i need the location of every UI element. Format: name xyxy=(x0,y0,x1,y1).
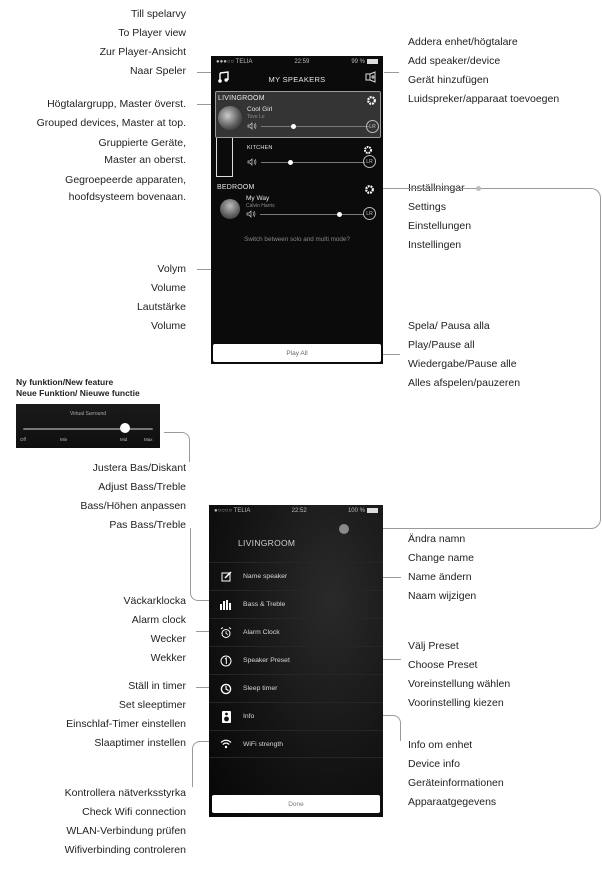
volume-slider[interactable] xyxy=(261,162,365,163)
connector-line xyxy=(384,72,399,73)
battery-icon xyxy=(367,508,378,513)
annotation-preset xyxy=(408,637,510,713)
annotation-grouped-devices xyxy=(37,95,186,207)
annotation-text: Set sleeptimer xyxy=(118,699,186,711)
annotation-text: Gegroepeerde apparaten, xyxy=(65,174,186,186)
virtual-surround-slider[interactable] xyxy=(23,428,153,430)
track-title: Cool Girl xyxy=(247,106,273,113)
speaker-volume-icon xyxy=(247,117,257,135)
annotation-text: Alles afspelen/pauzeren xyxy=(408,377,521,389)
annotation-play-pause-all xyxy=(408,317,520,393)
channel-lr-button[interactable]: LR xyxy=(366,120,379,133)
gear-icon[interactable] xyxy=(366,93,377,111)
play-all-button[interactable]: Play All xyxy=(213,344,381,362)
annotation-text: Choose Preset xyxy=(408,659,478,671)
gear-icon[interactable] xyxy=(364,182,375,200)
menu-item-label: Speaker Preset xyxy=(243,657,290,664)
annotation-wifi xyxy=(65,784,186,860)
battery-level: 100 % xyxy=(347,508,365,515)
annotation-text: WLAN-Verbindung prüfen xyxy=(66,825,186,837)
menu-item-sleep-timer[interactable] xyxy=(209,674,383,702)
group-bracket xyxy=(232,138,233,176)
battery-icon xyxy=(367,59,378,64)
room-card-livingroom[interactable] xyxy=(215,91,381,138)
annotation-text: Högtalargrupp, Master överst. xyxy=(47,98,186,110)
group-bracket xyxy=(216,176,233,177)
track-artist: Tove Lo xyxy=(247,114,265,120)
connector-dot xyxy=(476,186,481,191)
annotation-text: Einschlaf-Timer einstellen xyxy=(66,718,186,730)
menu-item-name-speaker[interactable] xyxy=(209,562,383,590)
volume-control xyxy=(247,157,365,167)
annotation-text: Justera Bas/Diskant xyxy=(92,462,186,474)
clock: 22:52 xyxy=(291,508,307,514)
new-feature-title xyxy=(16,377,140,399)
annotation-text: Play/Pause all xyxy=(408,339,475,351)
speaker-volume-icon xyxy=(246,205,256,223)
clock: 22:59 xyxy=(294,59,310,65)
status-bar xyxy=(211,56,383,68)
annotation-text: Välj Preset xyxy=(408,640,459,652)
annotation-text: Gruppierte Geräte, xyxy=(98,137,186,149)
music-note-icon[interactable] xyxy=(217,70,229,88)
menu-item-bass-treble[interactable] xyxy=(209,590,383,618)
menu-item-label: WiFi strength xyxy=(243,740,284,748)
menu-item-label: Sleep timer xyxy=(243,685,278,692)
volume-slider-thumb[interactable] xyxy=(288,160,293,165)
equalizer-icon xyxy=(219,598,233,612)
annotation-text: Apparaatgegevens xyxy=(408,796,497,808)
alarm-clock-icon xyxy=(219,626,233,640)
track-artist: Calvin Harris xyxy=(246,203,275,209)
annotation-text: Add speaker/device xyxy=(408,55,501,67)
status-bar xyxy=(209,505,383,517)
annotation-text: Addera enhet/högtalare xyxy=(408,36,518,48)
settings-indicator-dot xyxy=(339,524,349,534)
menu-item-label: Alarm Clock xyxy=(243,629,280,636)
annotation-text: Adjust Bass/Treble xyxy=(98,481,186,493)
annotation-alarm xyxy=(124,592,186,668)
volume-slider[interactable] xyxy=(260,214,364,215)
group-bracket xyxy=(216,138,217,176)
annotation-text: Inställningar xyxy=(408,182,465,194)
menu-item-alarm-clock[interactable] xyxy=(209,618,383,646)
clock-icon xyxy=(219,682,233,696)
done-button[interactable]: Done xyxy=(212,795,380,813)
annotation-sleep-timer xyxy=(66,677,186,753)
menu-item-info[interactable] xyxy=(209,702,383,730)
connector-curve xyxy=(164,432,190,462)
volume-slider[interactable] xyxy=(261,126,369,127)
preset-icon xyxy=(219,654,233,668)
volume-control xyxy=(246,209,364,219)
annotation-text: Device info xyxy=(408,758,460,770)
annotation-text: Wekker xyxy=(150,652,186,664)
album-art xyxy=(218,106,242,130)
annotation-text: Bass/Höhen anpassen xyxy=(80,500,186,512)
annotation-text: hoofdsysteem bovenaan. xyxy=(68,191,186,203)
wifi-icon xyxy=(219,737,233,751)
page-title: MY SPEAKERS xyxy=(268,74,326,84)
virtual-surround-thumb[interactable] xyxy=(120,423,130,433)
annotation-text: Voorinstelling kiezen xyxy=(408,697,504,709)
carrier: ●●●○○ TELIA xyxy=(216,59,253,65)
annotation-device-info xyxy=(408,736,504,812)
annotation-text: To Player view xyxy=(118,27,186,39)
edit-icon xyxy=(219,570,233,584)
track-title: My Way xyxy=(246,195,270,202)
annotation-text: Spela/ Pausa alla xyxy=(408,320,490,332)
annotation-text: Pas Bass/Treble xyxy=(109,519,186,531)
annotation-text: Naam wijzigen xyxy=(408,590,477,602)
menu-item-speaker-preset[interactable] xyxy=(209,646,383,674)
annotation-text: Ändra namn xyxy=(408,533,466,545)
tick-label: Off xyxy=(20,437,26,442)
annotation-text: Kontrollera nätverksstyrka xyxy=(64,787,186,799)
annotation-to-player-view xyxy=(100,5,186,81)
annotation-text: Neue Funktion/ Nieuwe functie xyxy=(16,388,140,398)
album-art xyxy=(220,199,240,219)
annotation-text: Gerät hinzufügen xyxy=(408,74,489,86)
volume-slider-thumb[interactable] xyxy=(291,124,296,129)
annotation-text: Change name xyxy=(408,552,474,564)
battery-level: 99 % xyxy=(351,59,365,66)
annotation-text: Settings xyxy=(408,201,446,213)
menu-item-wifi-strength[interactable] xyxy=(209,730,383,758)
annotation-text: Ny funktion/New feature xyxy=(16,377,114,387)
carrier: ●○○○○ TELIA xyxy=(214,508,251,514)
annotation-text: Väckarklocka xyxy=(123,595,186,607)
nav-bar xyxy=(211,68,383,90)
tick-label: Min xyxy=(60,437,68,442)
annotation-text: Einstellungen xyxy=(408,220,472,232)
annotation-text: Info om enhet xyxy=(408,739,473,751)
annotation-text: Voreinstellung wählen xyxy=(408,678,511,690)
annotation-text: Ställ in timer xyxy=(128,680,186,692)
mode-switch-prompt[interactable]: Switch between solo and multi mode? xyxy=(244,236,350,243)
annotation-text: Naar Speler xyxy=(129,65,186,77)
channel-lr-button[interactable]: LR xyxy=(363,207,376,220)
annotation-text: Wifiverbinding controleren xyxy=(64,844,186,856)
annotation-text: Till spelarvy xyxy=(130,8,186,20)
my-speakers-screen xyxy=(211,56,383,364)
annotation-change-name xyxy=(408,530,476,606)
annotation-text: Volume xyxy=(150,320,186,332)
room-name: KITCHEN xyxy=(247,145,273,151)
menu-item-label: Info xyxy=(243,713,255,720)
room-title: LIVINGROOM xyxy=(238,538,296,548)
channel-lr-button[interactable]: LR xyxy=(363,155,376,168)
annotation-text: Wecker xyxy=(150,633,186,645)
annotation-text: Zur Player-Ansicht xyxy=(99,46,186,58)
annotation-text: Check Wifi connection xyxy=(82,806,186,818)
speaker-info-icon xyxy=(219,710,233,724)
annotation-text: Volym xyxy=(157,263,186,275)
menu-item-label: Bass & Treble xyxy=(243,601,286,608)
tick-label: Mid xyxy=(120,437,128,442)
annotation-text: Instellingen xyxy=(408,239,462,251)
annotation-text: Lautstärke xyxy=(136,301,186,313)
volume-slider-thumb[interactable] xyxy=(337,212,342,217)
room-name: LIVINGROOM xyxy=(218,95,265,102)
tick-label: Max xyxy=(144,437,153,442)
volume-control xyxy=(247,121,369,131)
annotation-text: Geräteinformationen xyxy=(408,777,504,789)
virtual-surround-control xyxy=(16,404,160,448)
menu-item-label: Name speaker xyxy=(243,573,288,580)
speaker-volume-icon xyxy=(247,153,257,171)
annotation-volume xyxy=(137,260,186,336)
room-name: BEDROOM xyxy=(217,184,255,191)
annotation-text: Alarm clock xyxy=(131,614,186,626)
annotation-text: Volume xyxy=(150,282,186,294)
annotation-text: Wiedergabe/Pause alle xyxy=(408,358,517,370)
battery xyxy=(351,59,378,65)
settings-menu xyxy=(209,562,383,758)
add-speaker-icon[interactable] xyxy=(365,70,377,88)
annotation-text: Slaaptimer instellen xyxy=(94,737,186,749)
virtual-surround-label: Virtual Surround xyxy=(69,411,107,417)
annotation-bass-treble xyxy=(80,459,186,535)
battery xyxy=(348,508,378,514)
annotation-text: Name ändern xyxy=(408,571,472,583)
annotation-text: Grouped devices, Master at top. xyxy=(36,117,186,129)
annotation-text: Luidspreker/apparaat toevoegen xyxy=(408,93,560,105)
annotation-add-speaker xyxy=(408,33,559,109)
annotation-text: Master an oberst. xyxy=(104,154,186,166)
connector-line xyxy=(381,354,400,355)
speaker-settings-screen xyxy=(209,505,383,817)
